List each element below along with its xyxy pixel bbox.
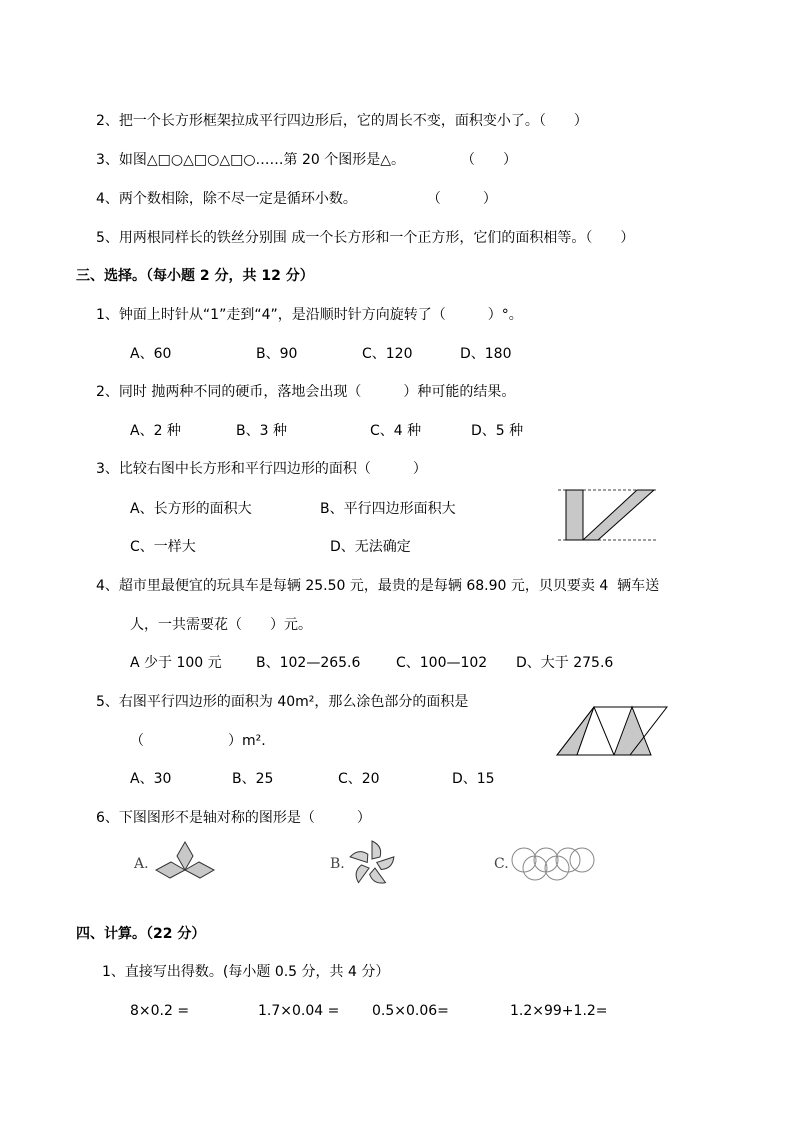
- figure-label-b: B.: [330, 856, 345, 872]
- choice-q4-line2: 人，一共需要花（ ）元。: [130, 617, 312, 633]
- choice-q3-option-b: B、平行四边形面积大: [320, 501, 456, 517]
- choice-q2: 2、同时 抛两种不同的硬币，落地会出现（ ）种可能的结果。: [96, 384, 516, 400]
- choice-q4-option-a: A 少于 100 元: [130, 655, 222, 671]
- choice-q5-option-b: B、25: [232, 771, 274, 787]
- choice-q5-option-a: A、30: [130, 771, 172, 787]
- calc-item-2: 1.7×0.04 =: [258, 1003, 340, 1019]
- rings-figure: [510, 846, 596, 882]
- figure-label-a: A.: [134, 856, 149, 872]
- rhombus-figure: [154, 840, 216, 884]
- choice-q4-line1: 4、超市里最便宜的玩具车是每辆 25.50 元，最贵的是每辆 68.90 元，贝贝要卖 4 辆车送: [96, 578, 660, 594]
- choice-q4-option-d: D、大于 275.6: [516, 655, 614, 671]
- choice-q6: 6、下图图形不是轴对称的图形是（ ）: [96, 810, 371, 826]
- section3-title: 三、选择。（每小题 2 分，共 12 分）: [76, 268, 314, 284]
- judge-q5: 5、用两根同样长的铁丝分别围 成一个长方形和一个正方形，它们的面积相等。（ ）: [96, 230, 635, 246]
- choice-q3: 3、比较右图中长方形和平行四边形的面积（ ）: [96, 461, 427, 477]
- section4-title: 四、计算。（22 分）: [76, 926, 206, 942]
- choice-q1-option-a: A、60: [130, 346, 172, 362]
- choice-q1-option-b: B、90: [256, 346, 298, 362]
- choice-q5-option-c: C、20: [338, 771, 380, 787]
- choice-q4-option-c: C、100—102: [396, 655, 488, 671]
- judge-q4: 4、两个数相除，除不尽一定是循环小数。 （ ）: [96, 191, 497, 207]
- choice-q5-line2: （ ）m².: [130, 733, 266, 749]
- shaded-parallelogram-figure: [555, 705, 669, 757]
- choice-q1-option-c: C、120: [362, 346, 413, 362]
- choice-q3-option-a: A、长方形的面积大: [130, 501, 252, 517]
- calc-item-3: 0.5×0.06=: [372, 1003, 449, 1019]
- judge-q3: 3、如图△□○△□○△□○……第 20 个图形是△。 （ ）: [96, 152, 518, 168]
- figure-label-c: C.: [494, 856, 509, 872]
- choice-q3-option-c: C、一样大: [130, 539, 196, 555]
- judge-q2: 2、把一个长方形框架拉成平行四边形后，它的周长不变，面积变小了。（ ）: [96, 113, 588, 129]
- pinwheel-figure: [346, 838, 398, 890]
- choice-q2-option-d: D、5 种: [471, 423, 524, 439]
- choice-q2-option-b: B、3 种: [236, 423, 287, 439]
- rectangle-parallelogram-figure: [558, 486, 658, 544]
- choice-q3-option-d: D、无法确定: [330, 539, 411, 555]
- calc-item-4: 1.2×99+1.2=: [510, 1003, 608, 1019]
- choice-q4-option-b: B、102—265.6: [256, 655, 361, 671]
- choice-q5-line1: 5、右图平行四边形的面积为 40m²，那么涂色部分的面积是: [96, 694, 469, 710]
- calc-q1: 1、直接写出得数。(每小题 0.5 分，共 4 分）: [102, 964, 390, 980]
- choice-q1: 1、钟面上时针从“1”走到“4”，是沿顺时针方向旋转了（ ）°。: [96, 307, 523, 323]
- choice-q2-option-a: A、2 种: [130, 423, 181, 439]
- calc-item-1: 8×0.2 =: [130, 1003, 190, 1019]
- choice-q1-option-d: D、180: [460, 346, 512, 362]
- choice-q5-option-d: D、15: [452, 771, 495, 787]
- choice-q2-option-c: C、4 种: [370, 423, 422, 439]
